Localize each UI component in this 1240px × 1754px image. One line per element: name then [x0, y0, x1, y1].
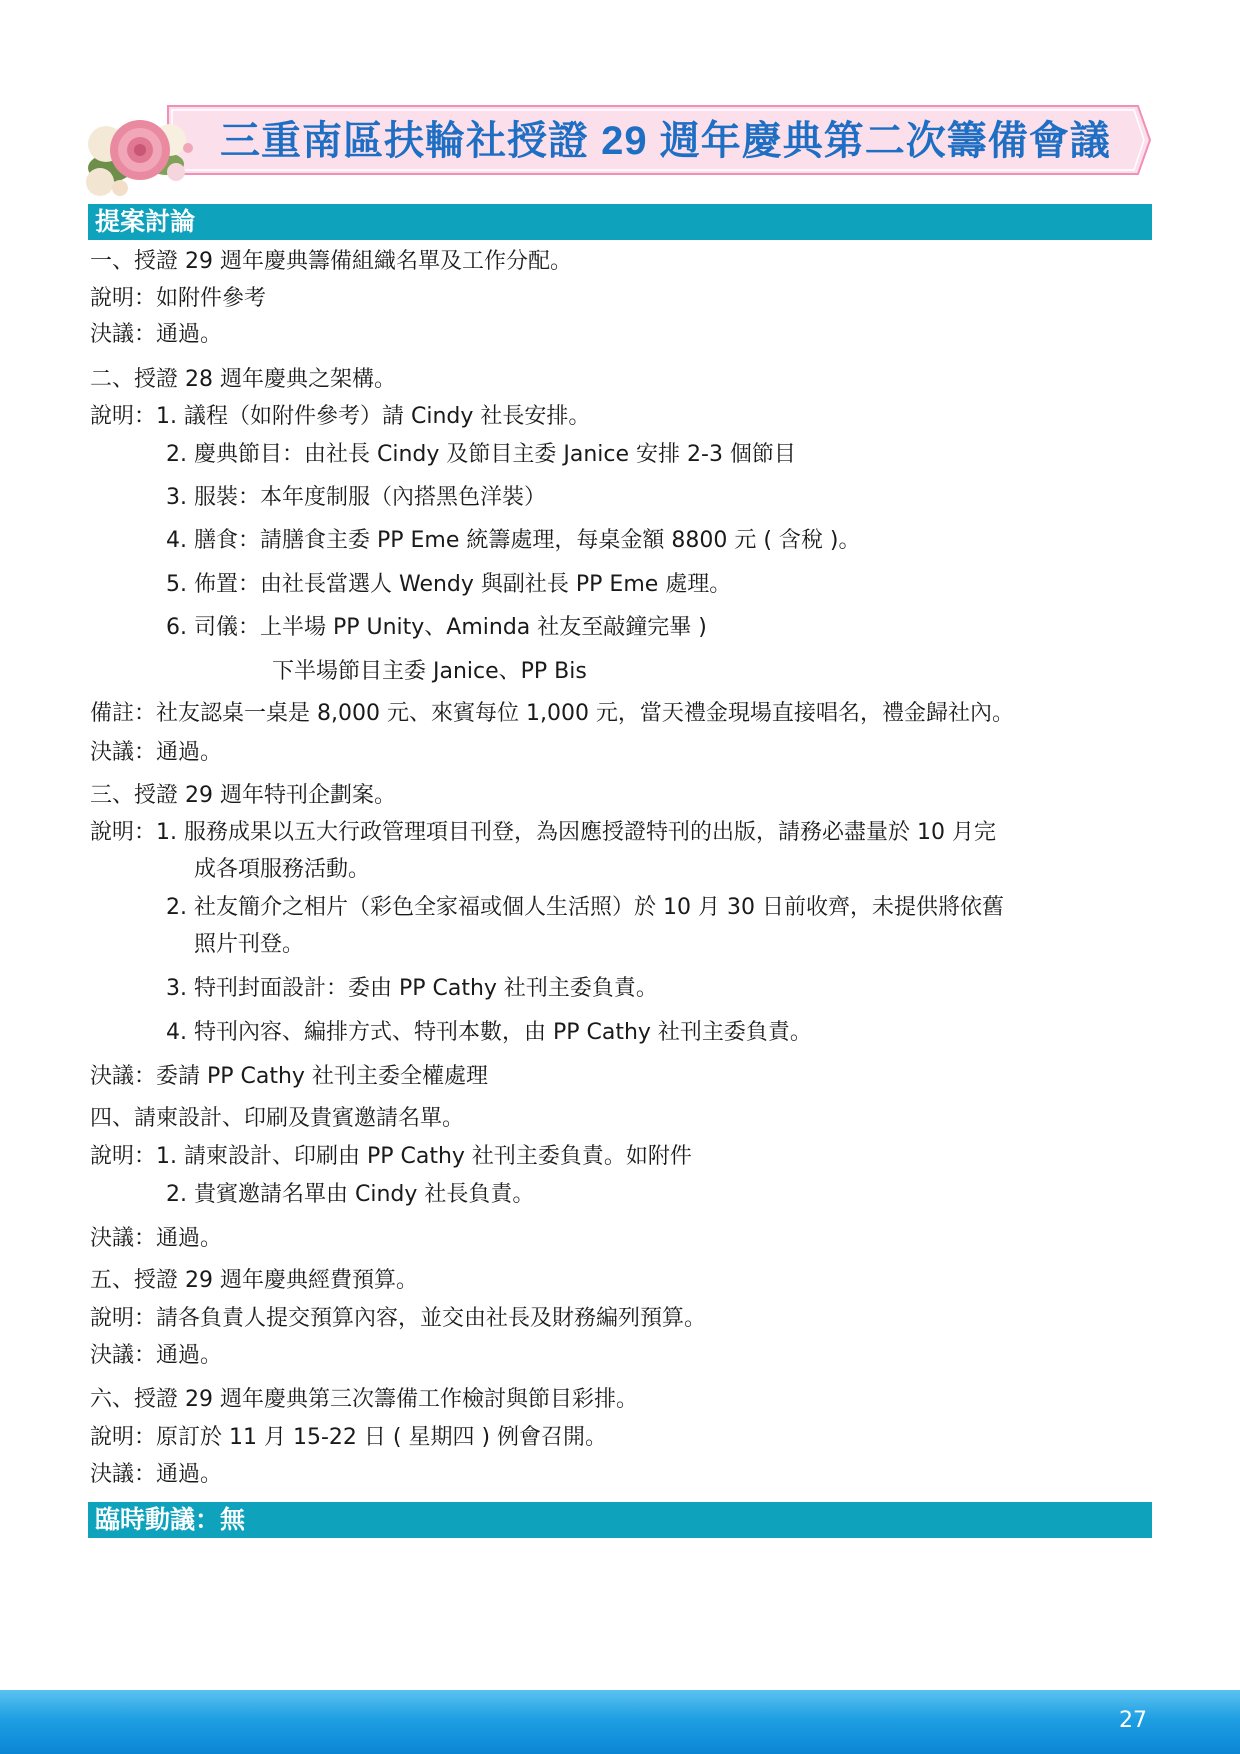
resolution-line: 決議：通過。 [90, 740, 223, 765]
explanation-subitem-continued: 成各項服務活動。 [194, 857, 371, 882]
explanation-line: 說明：如附件參考 [90, 286, 267, 311]
agenda-item-5: 五、授證 29 週年慶典經費預算。 [90, 1268, 418, 1293]
section-heading-proposals: 提案討論 [88, 204, 1152, 240]
explanation-subitem: 4. 特刊內容、編排方式、特刊本數，由 PP Cathy 社刊主委負責。 [166, 1020, 812, 1045]
explanation-subitem: 6. 司儀：上半場 PP Unity、Aminda 社友至敲鐘完畢 ) [166, 615, 707, 640]
resolution-line: 決議：通過。 [90, 322, 223, 347]
section-heading-extempore: 臨時動議：無 [88, 1502, 1152, 1538]
explanation-line: 說明：請各負責人提交預算內容，並交由社長及財務編列預算。 [90, 1306, 707, 1331]
explanation-subitem: 2. 社友簡介之相片（彩色全家福或個人生活照）於 10 月 30 日前收齊，未提供將依舊 [166, 895, 1004, 920]
title-banner [80, 104, 1152, 176]
resolution-line: 決議：通過。 [90, 1462, 223, 1487]
explanation-subitem-continued: 下半場節目主委 Janice、PP Bis [272, 659, 587, 684]
agenda-item-4: 四、請柬設計、印刷及貴賓邀請名單。 [90, 1106, 465, 1131]
agenda-item-1: 一、授證 29 週年慶典籌備組織名單及工作分配。 [90, 249, 572, 274]
explanation-subitem: 3. 特刊封面設計：委由 PP Cathy 社刊主委負責。 [166, 976, 658, 1001]
explanation-line: 說明：1. 請柬設計、印刷由 PP Cathy 社刊主委負責。如附件 [90, 1144, 692, 1169]
explanation-subitem: 5. 佈置：由社長當選人 Wendy 與副社長 PP Eme 處理。 [166, 572, 732, 597]
explanation-subitem: 2. 慶典節目：由社長 Cindy 及節目主委 Janice 安排 2-3 個節目 [166, 442, 796, 467]
explanation-subitem: 2. 貴賓邀請名單由 Cindy 社長負責。 [166, 1182, 535, 1207]
page-title: 三重南區扶輪社授證 29 週年慶典第二次籌備會議 [220, 119, 1111, 163]
agenda-item-3: 三、授證 29 週年特刊企劃案。 [90, 783, 396, 808]
explanation-line: 說明：原訂於 11 月 15-22 日 ( 星期四 ) 例會召開。 [90, 1425, 608, 1450]
explanation-line: 說明：1. 服務成果以五大行政管理項目刊登，為因應授證特刊的出版，請務必盡量於 10 月完 [90, 820, 996, 845]
explanation-subitem: 4. 膳食：請膳食主委 PP Eme 統籌處理，每桌金額 8800 元 ( 含稅 )。 [166, 528, 861, 553]
page-footer [0, 1690, 1240, 1754]
explanation-line: 說明：1. 議程（如附件參考）請 Cindy 社長安排。 [90, 404, 591, 429]
agenda-item-6: 六、授證 29 週年慶典第三次籌備工作檢討與節目彩排。 [90, 1387, 638, 1412]
resolution-line: 決議：通過。 [90, 1226, 223, 1251]
agenda-item-2: 二、授證 28 週年慶典之架構。 [90, 367, 396, 392]
resolution-line: 決議：通過。 [90, 1343, 223, 1368]
page-number: 27 [1119, 1708, 1147, 1733]
explanation-subitem-continued: 照片刊登。 [194, 932, 305, 957]
resolution-line: 決議：委請 PP Cathy 社刊主委全權處理 [90, 1064, 488, 1089]
explanation-subitem: 3. 服裝：本年度制服（內搭黑色洋裝） [166, 485, 546, 510]
rose-flower-icon [80, 104, 196, 204]
remark-line: 備註：社友認桌一桌是 8,000 元、來賓每位 1,000 元，當天禮金現場直接唱名，禮金歸社內。 [90, 701, 1014, 726]
